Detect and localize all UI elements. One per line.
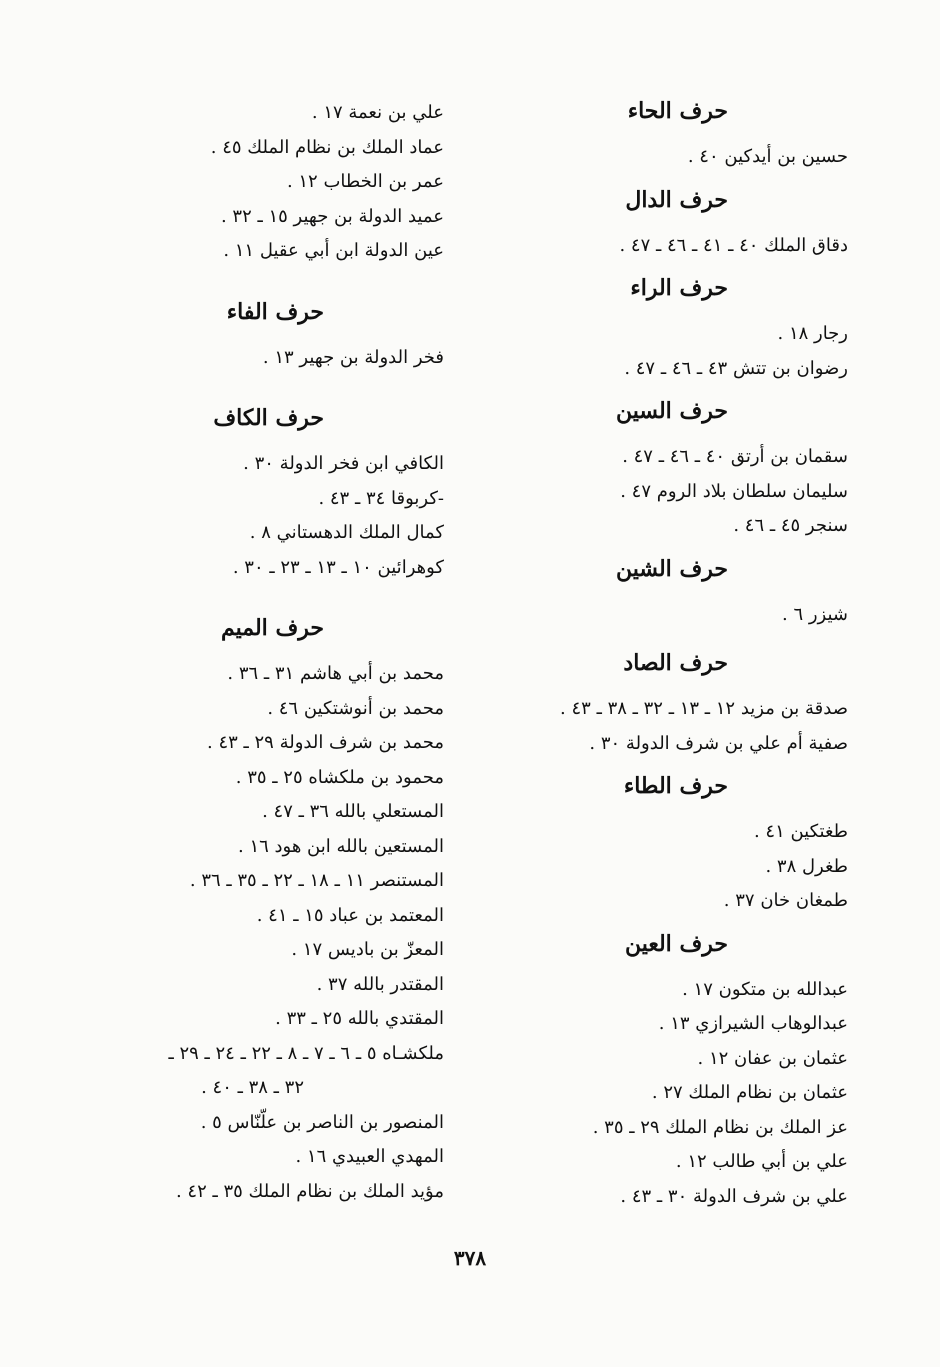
section-heading: حرف الصاد	[623, 650, 728, 676]
page-number: ٣٧٨	[453, 1246, 487, 1270]
index-entry: المقتدي بالله ٢٥ ـ ٣٣ .	[275, 1008, 444, 1029]
index-entry: عثمان بن عفان ١٢ .	[697, 1047, 848, 1069]
section-heading: حرف الطاء	[623, 773, 728, 799]
index-entry: محمد بن أنوشتكين ٤٦ .	[267, 697, 444, 719]
index-entry: مؤيد الملك بن نظام الملك ٣٥ ـ ٤٢ .	[175, 1180, 444, 1202]
index-entry: عمر بن الخطاب ١٢ .	[286, 171, 444, 192]
index-entry: عبدالوهاب الشيرازي ١٣ .	[658, 1013, 848, 1034]
index-entry: علي بن شرف الدولة ٣٠ ـ ٤٣ .	[620, 1185, 848, 1207]
section-heading: حرف العين	[624, 930, 728, 957]
index-entry-continuation: ٣٢ ـ ٣٨ ـ ٤٠ .	[201, 1077, 304, 1098]
index-entry: عماد الملك بن نظام الملك ٤٥ .	[210, 136, 444, 158]
index-entry: علي بن نعمة ١٧ .	[311, 102, 444, 123]
index-entry: المقتدر بالله ٣٧ .	[316, 973, 444, 995]
index-entry: صفية أم علي بن شرف الدولة ٣٠ .	[589, 732, 848, 754]
index-entry: عين الدولة ابن أبي عقيل ١١ .	[223, 240, 444, 261]
index-entry: كمال الملك الدهستاني ٨ .	[249, 522, 444, 543]
section-sheen	[428, 554, 848, 633]
index-entry: المهدي العبيدي ١٦ .	[295, 1146, 444, 1167]
section-heading: حرف الفاء	[226, 298, 324, 325]
section-heading: حرف الحاء	[627, 98, 728, 124]
index-entry: عميد الدولة بن جهير ١٥ ـ ٣٢ .	[220, 205, 444, 227]
index-entry: محمود بن ملكشاه ٢٥ ـ ٣٥ .	[235, 766, 444, 788]
index-entry: كوهرائين ١٠ ـ ١٣ ـ ٢٣ ـ ٣٠ .	[232, 556, 444, 578]
index-entry: محمد بن أبي هاشم ٣١ ـ ٣٦ .	[227, 663, 444, 684]
index-entry: سليمان سلطان بلاد الروم ٤٧ .	[620, 480, 848, 502]
index-entry: المعتمد بن عباد ١٥ ـ ٤١ .	[256, 904, 444, 926]
index-entry: عز الملك بن نظام الملك ٢٩ ـ ٣٥ .	[592, 1116, 848, 1138]
index-entry: رضوان بن تتش ٤٣ ـ ٤٦ ـ ٤٧ .	[624, 357, 848, 379]
section-heading: حرف السين	[615, 398, 728, 424]
section-heading: حرف الكاف	[213, 405, 324, 431]
index-entry: شيزر ٦ .	[782, 603, 848, 625]
left-column	[74, 96, 444, 1219]
index-entry: -كربوقا ٣٤ ـ ٤٣ .	[318, 487, 444, 509]
index-entry: سنجر ٤٥ ـ ٤٦ .	[733, 515, 848, 536]
section-haa	[428, 96, 848, 175]
right-column	[428, 96, 848, 1224]
section-heading: حرف الدال	[625, 186, 728, 213]
section-seen	[428, 396, 848, 544]
index-entry: صدقة بن مزيد ١٢ ـ ١٣ ـ ٣٢ ـ ٣٨ ـ ٤٣ .	[560, 698, 848, 719]
section-heading: حرف الراء	[630, 275, 728, 301]
index-entry: المعزّ بن باديس ١٧ .	[291, 939, 444, 960]
index-entry: عبدالله بن متكون ١٧ .	[682, 978, 848, 1000]
section-dal	[428, 185, 848, 264]
index-entry: الكافي ابن فخر الدولة ٣٠ .	[243, 453, 444, 474]
index-entry: علي بن أبي طالب ١٢ .	[675, 1151, 848, 1172]
index-entry: المستنصر ١١ ـ ١٨ ـ ٢٢ ـ ٣٥ ـ ٣٦ .	[189, 870, 444, 891]
section-faa	[74, 297, 444, 376]
section-raa	[428, 273, 848, 386]
section-meem	[74, 613, 444, 1209]
section-taa	[428, 771, 848, 919]
index-entry: سقمان بن أرتق ٤٠ ـ ٤٦ ـ ٤٧ .	[622, 446, 848, 467]
section-ain-continued	[74, 96, 444, 269]
index-entry: طغرل ٣٨ .	[765, 855, 848, 877]
section-heading: حرف الشين	[615, 555, 728, 582]
index-entry: ملكشـاه ٥ ـ ٦ ـ ٧ ـ ٨ ـ ٢٢ ـ ٢٤ ـ ٢٩ ـ	[168, 1042, 444, 1064]
section-heading: حرف الميم	[220, 615, 324, 641]
index-entry: طمغان خان ٣٧ .	[723, 890, 848, 911]
index-entry: طغتكين ٤١ .	[753, 821, 848, 842]
section-saad	[428, 648, 848, 761]
index-entry: فخر الدولة بن جهير ١٣ .	[262, 346, 444, 368]
index-entry: المنصور بن الناصر بن علّنّاس ٥ .	[200, 1111, 444, 1133]
section-kaaf	[74, 403, 444, 585]
index-entry: دقاق الملك ٤٠ ـ ٤١ ـ ٤٦ ـ ٤٧ .	[619, 234, 848, 256]
index-entry: محمد بن شرف الدولة ٢٩ ـ ٤٣ .	[206, 732, 444, 753]
index-entry: حسين بن أيدكين ٤٠ .	[687, 146, 848, 167]
index-entry: المستعلي بالله ٣٦ ـ ٤٧ .	[262, 801, 444, 822]
index-entry: عثمان بن نظام الملك ٢٧ .	[651, 1082, 848, 1103]
section-ain	[428, 929, 848, 1215]
index-entry: المستعين بالله ابن هود ١٦ .	[238, 835, 444, 857]
index-entry: رجار ١٨ .	[777, 323, 848, 344]
